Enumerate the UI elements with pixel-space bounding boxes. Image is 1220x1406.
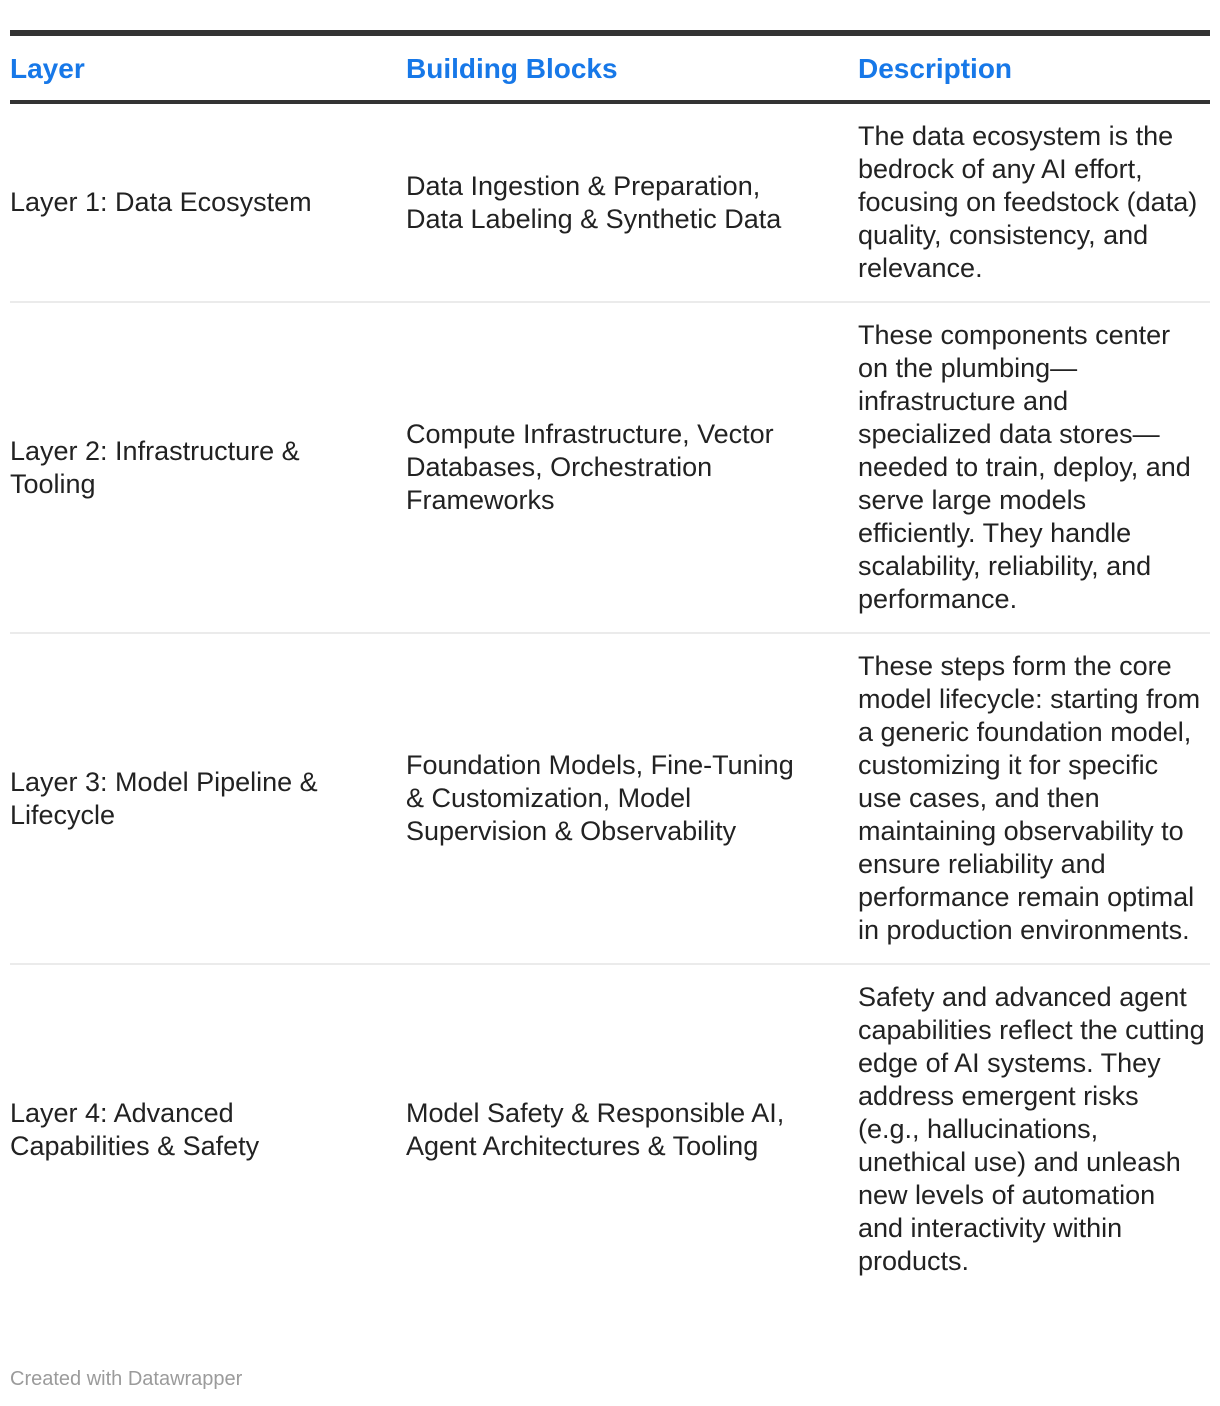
cell-blocks-3: Foundation Models, Fine-Tuning & Customization, Model Supervision & Observability bbox=[406, 633, 858, 964]
cell-layer-4: Layer 4: Advanced Capabilities & Safety bbox=[10, 1097, 260, 1161]
cell-description-3: These steps form the core model lifecycle: starting from a generic foundation model, customizing it for specific use cases, and then maintaining observability to ensure reliability and performance remain optimal in production environments. bbox=[858, 633, 1210, 964]
column-header-description: Description bbox=[858, 33, 1210, 102]
cell-layer-2: Layer 2: Infrastructure & Tooling bbox=[10, 302, 406, 633]
table-row bbox=[10, 302, 1210, 633]
table-row bbox=[10, 633, 1210, 964]
column-header-building-blocks: Building Blocks bbox=[406, 33, 858, 102]
cell-layer-3: Layer 3: Model Pipeline & Lifecycle bbox=[10, 633, 406, 964]
cell-layer-1: Layer 1: Data Ecosystem bbox=[10, 102, 406, 302]
cell-description-1: The data ecosystem is the bedrock of any AI effort, focusing on feedstock (data) quality, consistency, and relevance. bbox=[858, 102, 1210, 302]
table-row bbox=[10, 964, 1210, 1294]
datawrapper-credit: Created with Datawrapper bbox=[10, 1368, 243, 1390]
column-header-layer: Layer bbox=[10, 33, 406, 102]
cell-description-2: These components center on the plumbing—infrastructure and specialized data stores—needed to train, deploy, and serve large models efficiently. They handle scalability, reliability, and performance. bbox=[858, 302, 1210, 633]
cell-blocks-4: Model Safety & Responsible AI, Agent Architectures & Tooling bbox=[406, 1097, 785, 1161]
cell-description-4: Safety and advanced agent capabilities reflect the cutting edge of AI systems. They address emergent risks (e.g., hallucinations, unethical use) and unleash new levels of automation and interactivity within products. bbox=[858, 982, 1205, 1276]
table-header bbox=[10, 33, 1210, 102]
cell-blocks-1: Data Ingestion & Preparation, Data Labeling & Synthetic Data bbox=[406, 102, 858, 302]
table-body bbox=[10, 102, 1210, 1294]
header-row bbox=[10, 33, 1210, 102]
layers-table bbox=[10, 30, 1210, 1294]
cell-blocks-2: Compute Infrastructure, Vector Databases, Orchestration Frameworks bbox=[406, 302, 858, 633]
table-row bbox=[10, 102, 1210, 302]
